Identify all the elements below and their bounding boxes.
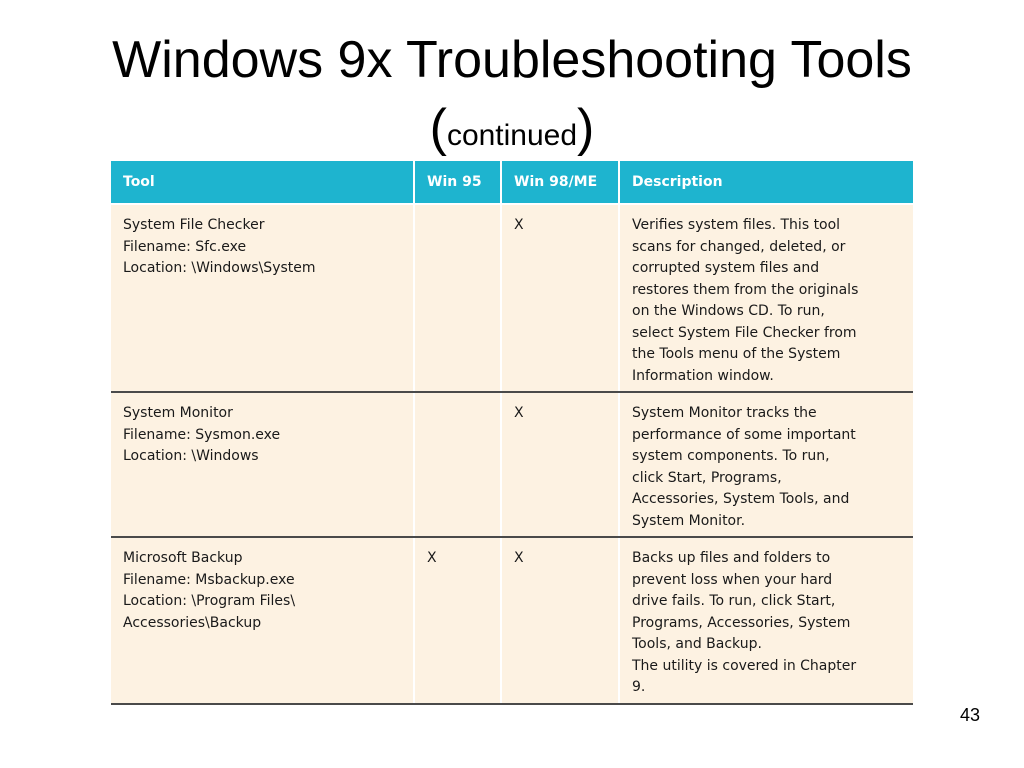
tool-name: Microsoft Backup xyxy=(123,550,243,566)
tool-name: System Monitor xyxy=(123,405,233,421)
tool-location: Location: \Program Files\ xyxy=(123,593,296,609)
tool-location-cont: Accessories\Backup xyxy=(123,614,262,631)
tool-cell xyxy=(111,392,414,537)
subtitle-close-paren: ) xyxy=(577,99,595,157)
description-line: select System File Checker from xyxy=(632,324,857,341)
description-line: drive fails. To run, click Start, xyxy=(632,593,836,609)
description-line: corrupted system files and xyxy=(632,260,820,276)
win98-cell: X xyxy=(501,204,619,392)
page-number: 43 xyxy=(959,705,980,725)
description-line: The utility is covered in Chapter xyxy=(632,657,857,674)
tool-location: Location: \Windows xyxy=(123,448,259,464)
description-line: the Tools menu of the System xyxy=(632,346,841,362)
subtitle-word: continued xyxy=(446,119,578,152)
description-line: Backs up files and folders to xyxy=(632,550,831,566)
description-line: on the Windows CD. To run, xyxy=(632,303,825,319)
description-line: 9. xyxy=(632,679,646,695)
description-line: click Start, Programs, xyxy=(632,469,782,486)
description-line: scans for changed, deleted, or xyxy=(632,238,846,255)
description-line: prevent loss when your hard xyxy=(632,571,833,588)
header-win98: Win 98/ME xyxy=(501,161,619,204)
subtitle-open-paren: ( xyxy=(429,99,447,157)
win98-cell: X xyxy=(501,537,619,704)
description-line: performance of some important xyxy=(632,426,856,443)
description-cell xyxy=(619,537,913,704)
description-cell xyxy=(619,392,913,537)
table-row xyxy=(111,392,913,537)
table-row xyxy=(111,204,913,392)
tool-name: System File Checker xyxy=(123,217,265,233)
slide-title: Windows 9x Troubleshooting Tools xyxy=(112,31,912,89)
win98-cell: X xyxy=(501,392,619,537)
header-description: Description xyxy=(619,161,913,204)
table-header-row xyxy=(111,161,913,204)
win95-cell: X xyxy=(414,537,501,704)
tool-filename: Filename: Msbackup.exe xyxy=(123,571,295,588)
description-line: Tools, and Backup. xyxy=(632,636,762,652)
tool-filename: Filename: Sfc.exe xyxy=(123,238,247,255)
description-line: System Monitor. xyxy=(632,512,746,529)
description-cell xyxy=(619,204,913,392)
description-line: Programs, Accessories, System xyxy=(632,614,851,631)
header-tool: Tool xyxy=(111,161,414,204)
header-win95: Win 95 xyxy=(414,161,501,204)
description-line: System Monitor tracks the xyxy=(632,405,817,421)
tool-cell xyxy=(111,537,414,704)
tool-filename: Filename: Sysmon.exe xyxy=(123,426,281,443)
tool-cell xyxy=(111,204,414,392)
win95-cell xyxy=(414,392,501,537)
table-row xyxy=(111,537,913,704)
tool-location: Location: \Windows\System xyxy=(123,260,316,276)
description-line: Accessories, System Tools, and xyxy=(632,491,850,507)
description-line: Information window. xyxy=(632,367,774,384)
description-line: restores them from the originals xyxy=(632,281,859,298)
description-line: system components. To run, xyxy=(632,448,830,464)
win95-cell xyxy=(414,204,501,392)
tools-table xyxy=(111,161,913,705)
description-line: Verifies system files. This tool xyxy=(632,217,841,233)
